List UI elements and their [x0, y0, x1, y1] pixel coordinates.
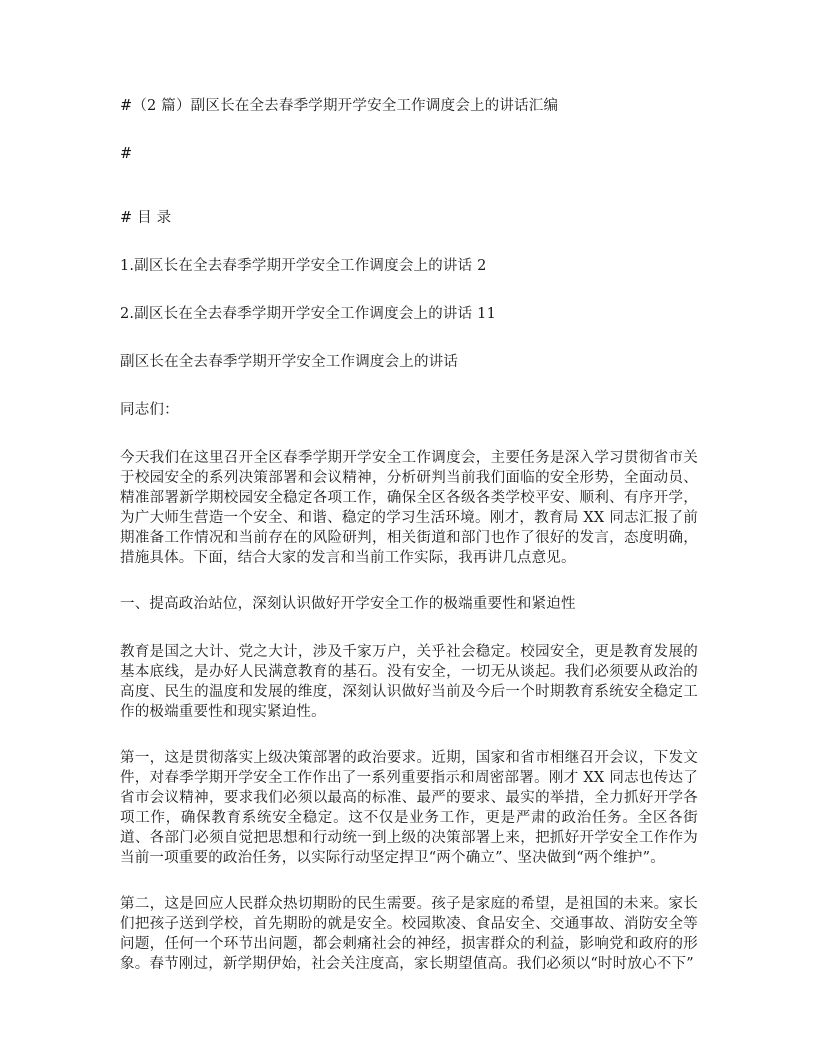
section-1-paragraph: 教育是国之大计、党之大计，涉及千家万户，关乎社会稳定。校园安全，更是教育发展的基本底线，是办好人民满意教育的基石。没有安全，一切无从谈起。我们必须要从政治的高度、民生的温度和发展的维度，深刻认识做好当前及今后一个时期教育系统安全稳定工作的极端重要性和现实紧迫性。: [120, 644, 698, 720]
speech-title: 副区长在全去春季学期开学安全工作调度会上的讲话: [120, 354, 459, 370]
section-1-heading: 一、提高政治站位，深刻认识做好开学安全工作的极端重要性和紧迫性: [120, 596, 576, 612]
hash-line: #: [120, 146, 133, 162]
toc-item-1: 1.副区长在全去春季学期开学安全工作调度会上的讲话 2: [120, 258, 487, 274]
toc-heading: # 目 录: [120, 210, 172, 226]
document-page: [120, 96, 698, 974]
intro-paragraph: 今天我们在这里召开全区春季学期开学安全工作调度会，主要任务是深入学习贯彻省市关于校园安全的系列决策部署和会议精神，分析研判当前我们面临的安全形势，全面动员、精准部署新学期校园安全稳定各项工作，确保全区各级各类学校平安、顺利、有序开学，为广大师生营造一个安全、和谐、稳定的学习生活环境。刚才，教育局 XX 同志汇报了前期准备工作情况和当前存在的风险研判，相关街道和部门也作了很好的发言，态度明确，措施具体。下面，结合大家的发言和当前工作实际，我再讲几点意见。: [120, 450, 698, 566]
toc-item-2: 2.副区长在全去春季学期开学安全工作调度会上的讲话 11: [120, 306, 496, 322]
point-first-paragraph: 第一，这是贯彻落实上级决策部署的政治要求。近期，国家和省市相继召开会议，下发文件，对春季学期开学安全工作作出了一系列重要指示和周密部署。刚才 XX 同志也传达了省市会议精神，要求我们必须以最高的标准、最严的要求、最实的举措，全力抓好开学各项工作，确保教育系统安全稳定。这不仅是业务工作，更是严肃的政治任务。全区各街道、各部门必须自觉把思想和行动统一到上级的决策部署上来，把抓好开学安全工作作为当前一项重要的政治任务，以实际行动坚定捍卫“两个确立”、坚决做到“两个维护”。: [120, 750, 698, 866]
document-title: #（2 篇）副区长在全去春季学期开学安全工作调度会上的讲话汇编: [120, 98, 559, 114]
point-second-paragraph: 第二，这是回应人民群众热切期盼的民生需要。孩子是家庭的希望，是祖国的未来。家长们把孩子送到学校，首先期盼的就是安全。校园欺凌、食品安全、交通事故、消防安全等问题，任何一个环节出问题，都会刺痛社会的神经，损害群众的利益，影响党和政府的形象。春节刚过，新学期伊始，社会关注度高，家长期望值高。我们必须以“时时放心不下”: [120, 896, 698, 972]
salutation: 同志们：: [120, 402, 179, 418]
